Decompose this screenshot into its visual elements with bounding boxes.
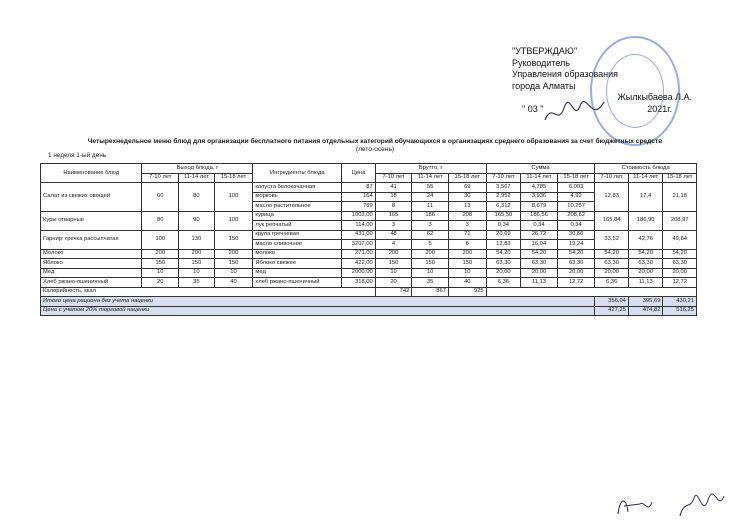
yield-value: 80 xyxy=(179,183,215,212)
age-header: 15-18 лет xyxy=(214,173,253,183)
gross-value: 10 xyxy=(375,268,412,278)
cost-value: 63,30 xyxy=(628,259,663,269)
gross-value: 150 xyxy=(375,259,412,269)
yield-value: 40 xyxy=(214,278,253,288)
cost-value: 21,18 xyxy=(663,183,697,212)
cost-value: 63,30 xyxy=(663,259,697,269)
totals-label: Цена с учетом 20% торговой наценки xyxy=(41,306,595,316)
gross-value: 30 xyxy=(448,192,486,202)
totals-value: 516,25 xyxy=(663,306,697,316)
ingredient-name: хлеб ржано-пшеничный xyxy=(253,278,342,288)
header-price: Цена xyxy=(342,164,375,183)
price-value: 789 xyxy=(342,202,375,212)
table-row xyxy=(41,183,697,193)
gross-value: 11 xyxy=(412,202,449,212)
gross-value: 55 xyxy=(412,183,449,193)
sum-value: 6,312 xyxy=(486,202,521,212)
yield-value: 150 xyxy=(214,259,253,269)
age-header: 15-18 лет xyxy=(557,173,595,183)
yield-value: 150 xyxy=(142,259,179,269)
cost-value: 186,90 xyxy=(628,211,663,230)
cost-value: 54,20 xyxy=(595,249,628,259)
calories-value: 742 xyxy=(375,287,412,297)
sum-value: 20,00 xyxy=(557,268,595,278)
calories-value: 925 xyxy=(448,287,486,297)
sum-value: 26,72 xyxy=(521,230,558,240)
gross-value: 200 xyxy=(412,249,449,259)
cost-value: 20,00 xyxy=(663,268,697,278)
age-header: 15-18 лет xyxy=(448,173,486,183)
gross-value: 48 xyxy=(375,230,412,240)
sum-value: 0,34 xyxy=(486,221,521,231)
gross-value: 10 xyxy=(412,268,449,278)
yield-value: 80 xyxy=(142,211,179,230)
ingredient-name: курица xyxy=(253,211,342,221)
cost-value: 17,4 xyxy=(628,183,663,212)
gross-value: 200 xyxy=(448,249,486,259)
sum-value: 6,003 xyxy=(557,183,595,193)
age-header: 7-10 лет xyxy=(595,173,628,183)
ingredient-name: мед xyxy=(253,268,342,278)
sum-value: 12,72 xyxy=(557,278,595,288)
yield-value: 200 xyxy=(142,249,179,259)
totals-row xyxy=(41,306,697,316)
cost-value: 165,84 xyxy=(595,211,628,230)
yield-value: 100 xyxy=(214,183,253,212)
price-value: 114,00 xyxy=(342,221,375,231)
ingredient-name: капуста белокачанная xyxy=(253,183,342,193)
week-label: 1 неделя 1-ый день xyxy=(48,152,107,159)
yield-value: 90 xyxy=(179,211,215,230)
header-gross: Брутто, г xyxy=(375,164,486,174)
sum-value: 20,00 xyxy=(521,268,558,278)
age-header: 7-10 лет xyxy=(375,173,412,183)
approval-line-2: Управления образования xyxy=(512,69,619,79)
price-value: 1003,00 xyxy=(342,211,375,221)
header-ingredients: Ингредиенты блюда xyxy=(253,164,342,183)
age-header: 15-18 лет xyxy=(663,173,697,183)
price-value: 422,00 xyxy=(342,259,375,269)
gross-value: 13 xyxy=(448,202,486,212)
price-value: 87 xyxy=(342,183,375,193)
header-yield: Выход блюда, г xyxy=(142,164,253,174)
sum-value: 20,69 xyxy=(486,230,521,240)
cost-value: 20,00 xyxy=(628,268,663,278)
gross-value: 3 xyxy=(412,221,449,231)
age-header: 7-10 лет xyxy=(142,173,179,183)
gross-value: 208 xyxy=(448,211,486,221)
calories-label: Калорийность, ккал xyxy=(41,287,376,297)
cost-value: 12,72 xyxy=(663,278,697,288)
dish-name: Хлеб ржано-пшеничный xyxy=(41,278,142,288)
sum-value: 16,04 xyxy=(521,240,558,250)
yield-value: 100 xyxy=(142,230,179,249)
gross-value: 5 xyxy=(412,240,449,250)
calories-value: 867 xyxy=(412,287,449,297)
menu-table xyxy=(40,163,697,316)
age-header: 11-14 лет xyxy=(179,173,215,183)
sum-value: 54,20 xyxy=(486,249,521,259)
document-title xyxy=(0,138,750,154)
sum-value: 10,257 xyxy=(557,202,595,212)
empty-cell xyxy=(486,287,696,297)
sum-value: 63,30 xyxy=(486,259,521,269)
yield-value: 10 xyxy=(179,268,215,278)
sum-value: 165,50 xyxy=(486,211,521,221)
age-header: 11-14 лет xyxy=(412,173,449,183)
table-row xyxy=(41,259,697,269)
cost-value: 54,20 xyxy=(663,249,697,259)
table-row xyxy=(41,278,697,288)
document-title-main: Четырехнедельное меню блюд для организации бесплатного питания отдельных категорий обучающихся в организациях среднего образования за счет бюджетных средств xyxy=(87,138,663,145)
yield-value: 35 xyxy=(179,278,215,288)
calories-row xyxy=(41,287,697,297)
cost-value: 11,13 xyxy=(628,278,663,288)
approval-year: 2021г. xyxy=(647,103,672,114)
gross-value: 4 xyxy=(375,240,412,250)
cost-value: 208,97 xyxy=(663,211,697,230)
yield-value: 60 xyxy=(142,183,179,212)
sum-value: 4,92 xyxy=(557,192,595,202)
ingredient-name: лук репчатый xyxy=(253,221,342,231)
yield-value: 200 xyxy=(214,249,253,259)
gross-value: 3 xyxy=(448,221,486,231)
gross-value: 20 xyxy=(375,278,412,288)
price-value: 318,00 xyxy=(342,278,375,288)
yield-value: 200 xyxy=(179,249,215,259)
gross-value: 10 xyxy=(448,268,486,278)
approval-day: " 03 " xyxy=(522,103,544,114)
dish-name: Салат из свежих овощей xyxy=(41,183,142,212)
ingredient-name: морковь xyxy=(253,192,342,202)
cost-value: 42,76 xyxy=(628,230,663,249)
sum-value: 30,60 xyxy=(557,230,595,240)
totals-value: 430,21 xyxy=(663,297,697,307)
cost-value: 49,84 xyxy=(663,230,697,249)
gross-value: 6 xyxy=(448,240,486,250)
header-cost: Стоимость блюда xyxy=(595,164,697,174)
sum-value: 6,36 xyxy=(486,278,521,288)
gross-value: 35 xyxy=(412,278,449,288)
ingredient-name: масло растительное xyxy=(253,202,342,212)
sum-value: 63,30 xyxy=(557,259,595,269)
gross-value: 24 xyxy=(412,192,449,202)
sum-value: 186,56 xyxy=(521,211,558,221)
cost-value: 6,36 xyxy=(595,278,628,288)
gross-value: 3 xyxy=(375,221,412,231)
totals-value: 474,82 xyxy=(628,306,663,316)
table-row xyxy=(41,230,697,240)
ingredient-name: масло сливочное xyxy=(253,240,342,250)
sum-value: 20,00 xyxy=(486,268,521,278)
price-value: 164 xyxy=(342,192,375,202)
cost-value: 54,20 xyxy=(628,249,663,259)
sum-value: 208,62 xyxy=(557,211,595,221)
sum-value: 4,785 xyxy=(521,183,558,193)
bottom-signatures xyxy=(610,488,730,524)
price-value: 2000,00 xyxy=(342,268,375,278)
yield-value: 20 xyxy=(142,278,179,288)
table-row xyxy=(41,268,697,278)
gross-value: 200 xyxy=(375,249,412,259)
cost-value: 63,30 xyxy=(595,259,628,269)
menu-body xyxy=(41,183,697,316)
totals-value: 395,69 xyxy=(628,297,663,307)
approval-heading: "УТВЕРЖДАЮ" xyxy=(512,46,578,56)
sum-value: 19,24 xyxy=(557,240,595,250)
dish-name: Молоко xyxy=(41,249,142,259)
sum-value: 54,20 xyxy=(557,249,595,259)
totals-value: 356,04 xyxy=(595,297,628,307)
approval-signature xyxy=(540,92,610,132)
age-header: 11-14 лет xyxy=(628,173,663,183)
approval-line-3: города Алматы xyxy=(512,80,576,91)
gross-value: 186 xyxy=(412,211,449,221)
price-value: 271,00 xyxy=(342,249,375,259)
dish-name: Куры отварные xyxy=(41,211,142,230)
dish-name: Гарнир: гречка рассыпчатая xyxy=(41,230,142,249)
gross-value: 41 xyxy=(375,183,412,193)
gross-value: 18 xyxy=(375,192,412,202)
yield-value: 150 xyxy=(179,259,215,269)
yield-value: 10 xyxy=(142,268,179,278)
dish-name: Мед xyxy=(41,268,142,278)
ingredient-name: Яблоко свежее xyxy=(253,259,342,269)
sum-value: 12,83 xyxy=(486,240,521,250)
totals-value: 427,25 xyxy=(595,306,628,316)
sum-value: 0,34 xyxy=(557,221,595,231)
price-value: 431,00 xyxy=(342,230,375,240)
table-row xyxy=(41,211,697,221)
gross-value: 165 xyxy=(375,211,412,221)
ingredient-name: крупа гречневая xyxy=(253,230,342,240)
gross-value: 69 xyxy=(448,183,486,193)
sum-value: 0,34 xyxy=(521,221,558,231)
gross-value: 150 xyxy=(412,259,449,269)
gross-value: 150 xyxy=(448,259,486,269)
price-value: 3207,00 xyxy=(342,240,375,250)
totals-label: Итого цена рациона без учета наценки xyxy=(41,297,595,307)
document-title-season: (лето-осень) xyxy=(355,146,395,153)
header-dish: Наименование блюд xyxy=(41,164,142,183)
approval-line-1: Руководитель xyxy=(512,57,570,68)
cost-value: 12,83 xyxy=(595,183,628,212)
yield-value: 130 xyxy=(179,230,215,249)
gross-value: 62 xyxy=(412,230,449,240)
age-header: 11-14 лет xyxy=(521,173,558,183)
totals-row xyxy=(41,297,697,307)
dish-name: Яблоко xyxy=(41,259,142,269)
cost-value: 20,00 xyxy=(595,268,628,278)
yield-value: 150 xyxy=(214,230,253,249)
gross-value: 8 xyxy=(375,202,412,212)
sum-value: 54,20 xyxy=(521,249,558,259)
approval-signer-name: Жылкыбаева Л.А. xyxy=(617,92,692,102)
sum-value: 8,679 xyxy=(521,202,558,212)
yield-value: 100 xyxy=(214,211,253,230)
table-row xyxy=(41,249,697,259)
yield-value: 10 xyxy=(214,268,253,278)
table-header-row xyxy=(41,164,697,174)
sum-value: 11,13 xyxy=(521,278,558,288)
header-sum: Сумма xyxy=(486,164,595,174)
gross-value: 71 xyxy=(448,230,486,240)
sum-value: 3,567 xyxy=(486,183,521,193)
sum-value: 2,952 xyxy=(486,192,521,202)
sum-value: 3,936 xyxy=(521,192,558,202)
gross-value: 40 xyxy=(448,278,486,288)
sum-value: 63,30 xyxy=(521,259,558,269)
ingredient-name: молоко xyxy=(253,249,342,259)
age-header: 7-10 лет xyxy=(486,173,521,183)
cost-value: 33,52 xyxy=(595,230,628,249)
